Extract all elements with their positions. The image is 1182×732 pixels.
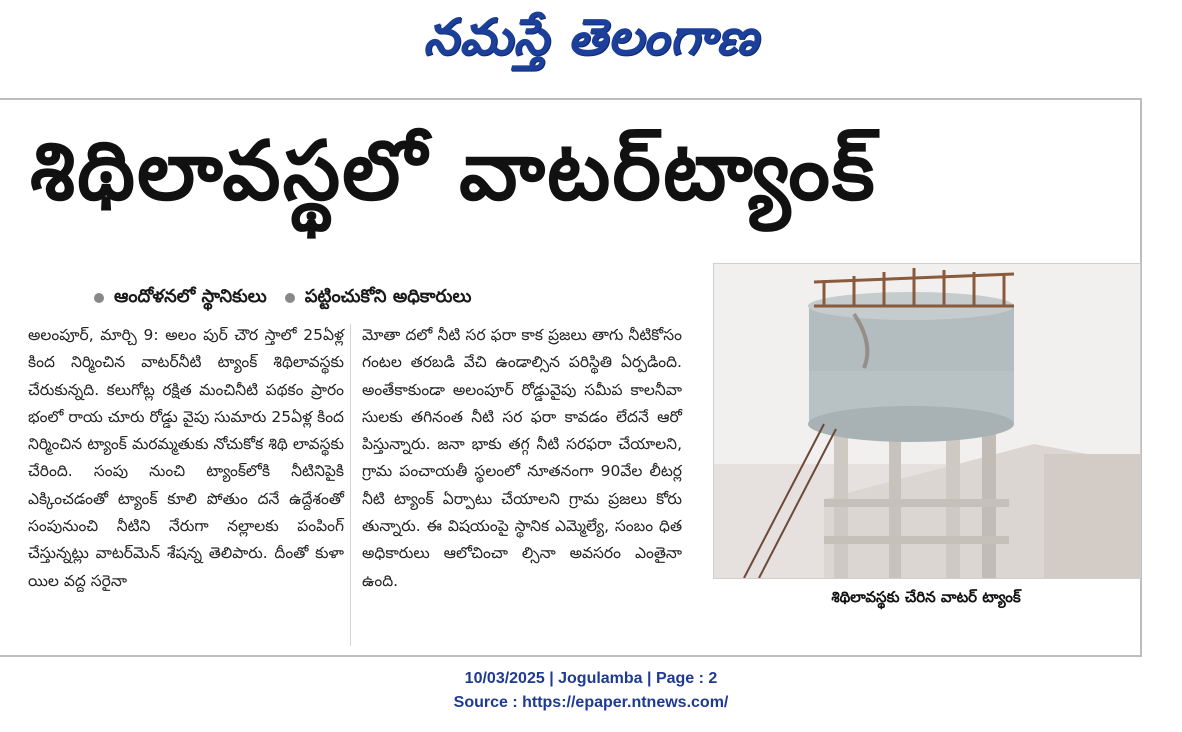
footer-source-line: Source : https://epaper.ntnews.com/ xyxy=(453,694,729,711)
footer-date-line: 10/03/2025 | Jogulamba | Page : 2 xyxy=(464,670,718,687)
bullet-icon xyxy=(94,293,104,303)
masthead xyxy=(0,4,1182,74)
bullet-icon xyxy=(285,293,295,303)
water-tank-image xyxy=(714,264,1140,578)
photo-caption: శిథిలావస్థకు చేరిన వాటర్‌ ట్యాంక్‌ xyxy=(831,588,1021,606)
newspaper-logo: నమస్తే తెలంగాణ xyxy=(423,8,759,66)
subhead-1 xyxy=(94,286,267,311)
subhead-1-text: ఆందోళనలో స్థానికులు xyxy=(114,285,267,307)
subhead-2 xyxy=(285,286,472,311)
headline: శిథిలావస్థలో వాటర్‌ట్యాంక్ xyxy=(30,124,877,219)
subheads xyxy=(94,284,471,312)
water-tank-photo xyxy=(713,263,1141,579)
article-column-2: మోతా దలో నీటి సర ఫరా కాక ప్రజలు తాగు నీటికోసం గంటల తరబడి వేచి ఉండాల్సిన పరిస్థితి ఏర్పడింది. అంతేకాకుండా అలంపూర్‌ రోడ్డువైపు సమీప కాలనీవా సులకు తగినంత నీటి సర ఫరా కావడం లేదనే ఆరో పిస్తున్నారు. జనా భాకు తగ్గ నీటి సరఫరా చేయాలని, గ్రామ పంచాయతీ స్థలంలో నూతనంగా 90వేల లీటర్ల నీటి ట్యాంక్‌ ఏర్పాటు చేయాలని గ్రామ ప్రజలు కోరు తున్నారు. ఈ విషయంపై స్థానిక ఎమ్మెల్యే, సంబం ధిత అధికారులు ఆలోచించా ల్సినా అవసరం ఎంతైనా ఉంది. xyxy=(362,326,682,590)
column-divider xyxy=(350,324,351,646)
article-column-1: అలంపూర్‌, మార్చి 9: అలం పుర్‌ చౌర స్తాలో 25ఏళ్ల కింద నిర్మించిన వాటర్‌నీటి ట్యాంక్‌ శిథిలావస్థకు చేరుకున్నది. కలుగోట్ల రక్షిత మంచినీటి పథకం ప్రారం భంలో రాయ చూరు రోడ్డు వైపు సుమారు 25ఏళ్ల కింద నిర్మించిన ట్యాంక్‌ మరమ్మతుకు నోచుకోక శిథి లావస్థకు చేరింది. సంపు నుంచి ట్యాంక్‌లోకి నీటినిపైకి ఎక్కించడంతో ట్యాంక్‌ కూలి పోతుం దనే ఉద్దేశంతో సంపునుంచి నీటిని నేరుగా నల్లాలకు పంపింగ్‌ చేస్తున్నట్లు వాటర్‌మెన్‌ శేషన్న తెలిపారు. దీంతో కుళా యిల వద్ద సరైనా xyxy=(28,326,344,590)
subhead-2-text: పట్టించుకోని అధికారులు xyxy=(304,285,472,307)
